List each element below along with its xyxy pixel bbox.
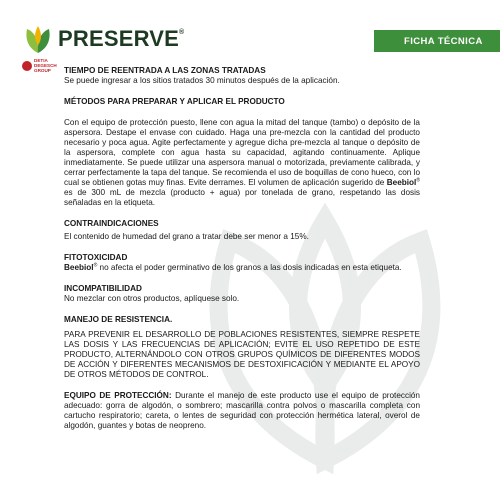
section-text-incompatibility: No mezclar con otros productos, aplíquese solo.	[64, 294, 240, 303]
section-title-methods: MÉTODOS PARA PREPARAR Y APLICAR EL PRODUCTO	[64, 97, 285, 106]
document-body	[64, 66, 420, 431]
section-title-ppe: EQUIPO DE PROTECCIÓN:	[64, 391, 172, 400]
section-title-phytotoxicity: FITOTOXICIDAD	[64, 253, 128, 262]
partner-name: DETIA DEGESCH GROUP	[34, 58, 57, 73]
section-title-incompatibility: INCOMPATIBILIDAD	[64, 284, 142, 293]
ficha-tecnica-badge	[374, 30, 500, 52]
section-title-contraindications: CONTRAINDICACIONES	[64, 219, 159, 228]
brand-logo	[22, 22, 184, 56]
section-title-reentry: TIEMPO DE REENTRADA A LAS ZONAS TRATADAS	[64, 66, 266, 75]
partner-logo	[22, 58, 57, 73]
section-text-phytotoxicity: Beebiol® no afecta el poder germinativo de los granos a las dosis indicadas en esta etiqueta.	[64, 262, 402, 272]
section-text-resistance: PARA PREVENIR EL DESARROLLO DE POBLACIONES RESISTENTES, SIEMPRE RESPETE LAS DOSIS Y LAS FRECUENCIAS DE APLICACIÓN; EVITE EL USO REPETIDO DE ESTE PRODUCTO, ALTERNÁNDOLO CON OTROS GRUPOS QUÍMICOS DE DIFERENTES MODOS DE ACCIÓN Y DIFERENTES MECANISMOS DE DESTOXIFICACIÓN Y MEDIANTE EL APOYO DE OTROS MÉTODOS DE CONTROL.	[64, 330, 420, 379]
section-text-ppe: Durante el manejo de este producto use el equipo de protección adecuado: gorra de algodón, o sombrero; mascarilla contra polvos o mascarilla completa con cartucho respiratorio; careta, o lentes de seguridad con protección hermética lateral, overol de algodón, guantes y botas de neopreno.	[64, 391, 420, 430]
section-text-contraindications: El contenido de humedad del grano a tratar debe ser menor a 15%.	[64, 232, 309, 241]
badge-label: FICHA TÉCNICA	[404, 35, 483, 47]
section-title-resistance: MANEJO DE RESISTENCIA.	[64, 315, 173, 324]
section-ppe	[64, 391, 420, 431]
leaf-logo-icon	[22, 23, 54, 55]
section-text-methods: Con el equipo de protección puesto, llene con agua la mitad del tanque (tambo) o depósito de la aspersora. Destape el envase con cuidado. Haga una pre-mezcla con la cantidad del producto necesario y poca agua. Agite perfectamente y agregue dicha pre-mezcla al tanque o depósito de la aspersora, complete con agua hasta su capacidad, agitando continuamente. Aplique inmediatamente. Se puede utilizar una aspersora manual o motorizada, previamente calibrada, y cerrar perfectamente la tapa del tanque. Se recomienda el uso de boquillas de cono hueco, con lo cual se obtienen gotas muy finas. Evite derrames. El volumen de aplicación sugerido de Beebiol® es de 300 mL de mezcla (producto + agua) por tonelada de grano, respetando las dosis señaladas en la etiqueta.	[64, 118, 420, 207]
brand-name: PRESERVE®	[58, 26, 185, 51]
section-text-reentry: Se puede ingresar a los sitios tratados 30 minutos después de la aplicación.	[64, 76, 340, 85]
partner-circle-icon	[22, 61, 32, 71]
